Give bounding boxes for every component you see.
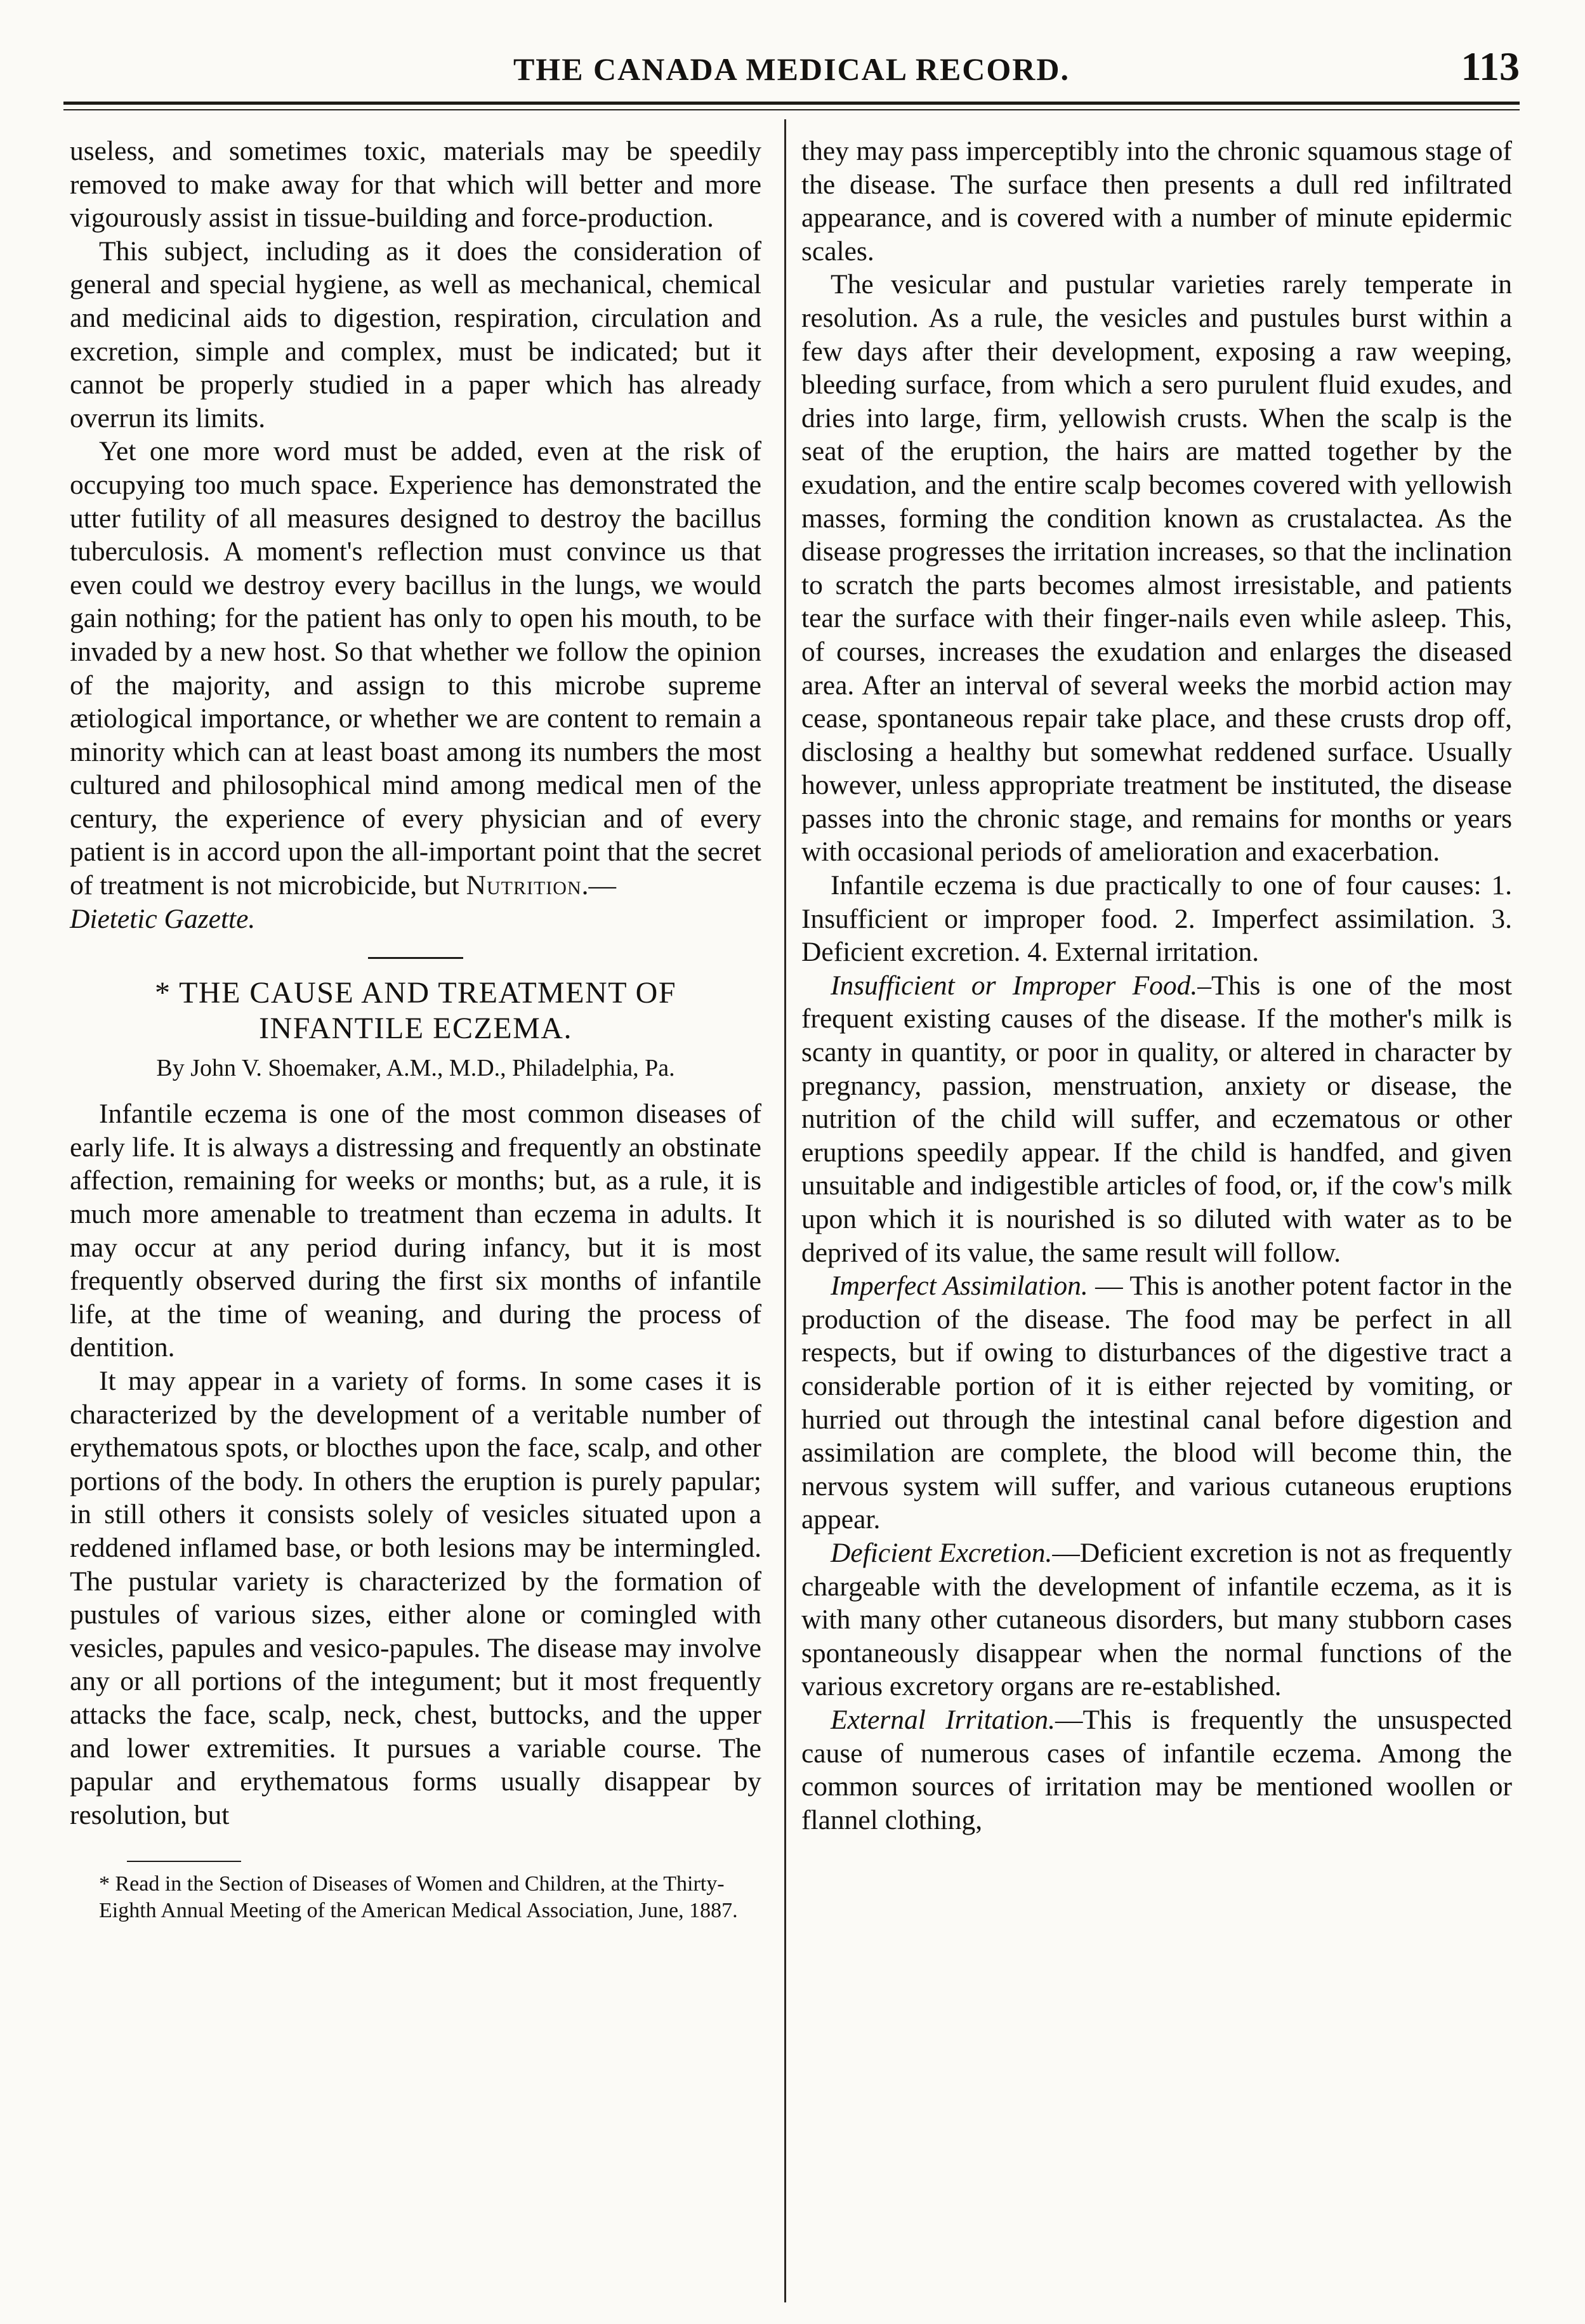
section-heading: Deficient Excretion. xyxy=(831,1537,1053,1568)
section-heading: Insufficient or Improper Food. xyxy=(831,970,1198,1001)
paragraph: useless, and sometimes toxic, materials may be speedily removed to make away for that which will better and more vigourously assist in tissue-building and force-production. xyxy=(70,136,761,234)
page-header xyxy=(63,39,1520,96)
dash: .— xyxy=(581,870,616,901)
paragraph xyxy=(801,969,1512,1269)
paragraph xyxy=(801,1269,1512,1536)
paragraph xyxy=(70,435,761,935)
left-column xyxy=(70,135,761,1924)
paragraph-text: — This is another potent factor in the production of the disease. The food may be perfect in all respects, but if owing to disturbances of the digestive tract a considerable portion of it is either rejected by vomiting, or hurried out through the intestinal canal before digestion and assimilation are complete, the blood will become thin, the nervous system will suffer, and various cutaneous eruptions appear. xyxy=(801,1271,1512,1535)
paragraph xyxy=(801,1703,1512,1837)
section-divider-rule xyxy=(368,957,463,959)
footnote: * Read in the Section of Diseases of Women and Children, at the Thirty-Eighth Annual Meeting of the American Medical Association, June, 1887. xyxy=(99,1872,738,1923)
emphasis-nutrition: Nutrition xyxy=(466,870,582,901)
footnote-rule xyxy=(127,1861,241,1862)
paragraph: Infantile eczema is one of the most common diseases of early life. It is always a distressing and frequently an obstinate affection, remaining for weeks or months; but, as a rule, it is much more amenable to treatment than eczema in adults. It may occur at any period during infancy, but it is most frequently observed during the first six months of infantile life, at the time of weaning, and during the process of dentition. xyxy=(70,1099,761,1363)
paragraph: Infantile eczema is due practically to one of four causes: 1. Insufficient or improper food. 2. Imperfect assimilation. 3. Deficient excretion. 4. External irritation. xyxy=(801,870,1512,968)
byline: By John V. Shoemaker, A.M., M.D., Philadelphia, Pa. xyxy=(156,1055,675,1082)
paragraph xyxy=(801,1536,1512,1703)
running-title: THE CANADA MEDICAL RECORD. xyxy=(513,51,1070,87)
paragraph: The vesicular and pustular varieties rarely temperate in resolution. As a rule, the vesicles and pustules burst within a few days after their development, exposing a raw weeping, bleeding surface, from which a sero purulent fluid exudes, and dries into large, firm, yellowish crusts. When the scalp is the seat of the eruption, the hairs are matted together by the exudation, and the entire scalp becomes covered with yellowish masses, forming the condition known as crustalactea. As the disease progresses the irritation increases, so that the inclination to scratch the parts becomes almost irresistable, and patients tear the surface with their finger-nails even while asleep. This, of courses, increases the exudation and enlarges the diseased area. After an interval of several weeks the morbid action may cease, spontaneous repair take place, and these crusts drop off, disclosing a healthy but somewhat reddened surface. Usually however, unless appropriate treatment be instituted, the disease passes into the chronic stage, and remains for months or years with occasional periods of amelioration and exacerbation. xyxy=(801,269,1512,868)
source-citation: Dietetic Gazette. xyxy=(70,903,256,934)
paragraph-text: —This is frequently the unsuspected cause of numerous cases of infantile eczema. Among the common sources of irritation may be mentioned woollen or flannel clothing, xyxy=(801,1704,1512,1835)
section-heading: Imperfect Assimilation. xyxy=(831,1271,1088,1302)
header-rule-thin xyxy=(63,109,1520,110)
paragraph-text: —Deficient excretion is not as frequently chargeable with the development of infantile eczema, as it is with many other cutaneous disorders, but many stubborn cases spontaneously disappear when the normal functions of the various excretory organs are re-established. xyxy=(801,1537,1512,1702)
paragraph: they may pass imperceptibly into the chronic squamous stage of the disease. The surface then presents a dull red infiltrated appearance, and is covered with a number of minute epidermic scales. xyxy=(801,136,1512,267)
paragraph-text: –This is one of the most frequent existing causes of the disease. If the mother's milk is scanty in quantity, or poor in quality, or altered in character by pregnancy, passion, menstruation, anxiety or disease, the nutrition of the child will suffer, and eczematous or other eruptions speedily appear. If the child is handfed, and given unsuitable and indigestible articles of food, or, if the cow's milk upon which it is nourished is so diluted with water as to be deprived of its value, the same result will follow. xyxy=(801,970,1512,1268)
page-number: 113 xyxy=(1461,44,1520,89)
header-rule-thick xyxy=(63,102,1520,105)
paragraph-text: Yet one more word must be added, even at the risk of occupying too much space. Experience has demonstrated the utter futility of all measures designed to destroy the bacillus tuberculosis. A moment's reflection must convince us that even could we destroy every bacillus in the lungs, we would gain nothing; for the patient has only to open his mouth, to be invaded by a new host. So that whether we follow the opinion of the majority, and assign to this microbe supreme ætiological importance, or whether we are content to remain a minority which can at least boast among its numbers the most cultured and philosophical mind among medical men of the century, the experience of every physician and of every patient is in accord upon the all-important point that the secret of treatment is not microbicide, but xyxy=(70,436,761,901)
column-divider xyxy=(784,119,786,2302)
article-title: * THE CAUSE AND TREATMENT OF INFANTILE ECZEMA. xyxy=(154,976,677,1046)
paragraph: It may appear in a variety of forms. In some cases it is characterized by the development of a veritable number of erythematous spots, or blocthes upon the face, scalp, and other portions of the body. In others the eruption is purely papular; in still others it consists solely of vesicles situated upon a reddened inflamed base, or both lesions may be intermingled. The pustular variety is characterized by the formation of pustules of various sizes, either alone or comingled with vesicles, papules and vesico-papules. The disease may involve any or all portions of the integument; but it most frequently attacks the face, scalp, neck, chest, buttocks, and the upper and lower extremities. It pursues a variable course. The papular and erythematous forms usually disappear by resolution, but xyxy=(70,1366,761,1830)
section-heading: External Irritation. xyxy=(831,1704,1055,1735)
paragraph: This subject, including as it does the consideration of general and special hygiene, as well as mechanical, chemical and medicinal aids to digestion, respiration, circulation and excretion, simple and complex, must be indicated; but it cannot be properly studied in a paper which has already overrun its limits. xyxy=(70,235,761,433)
right-column xyxy=(801,135,1512,1837)
